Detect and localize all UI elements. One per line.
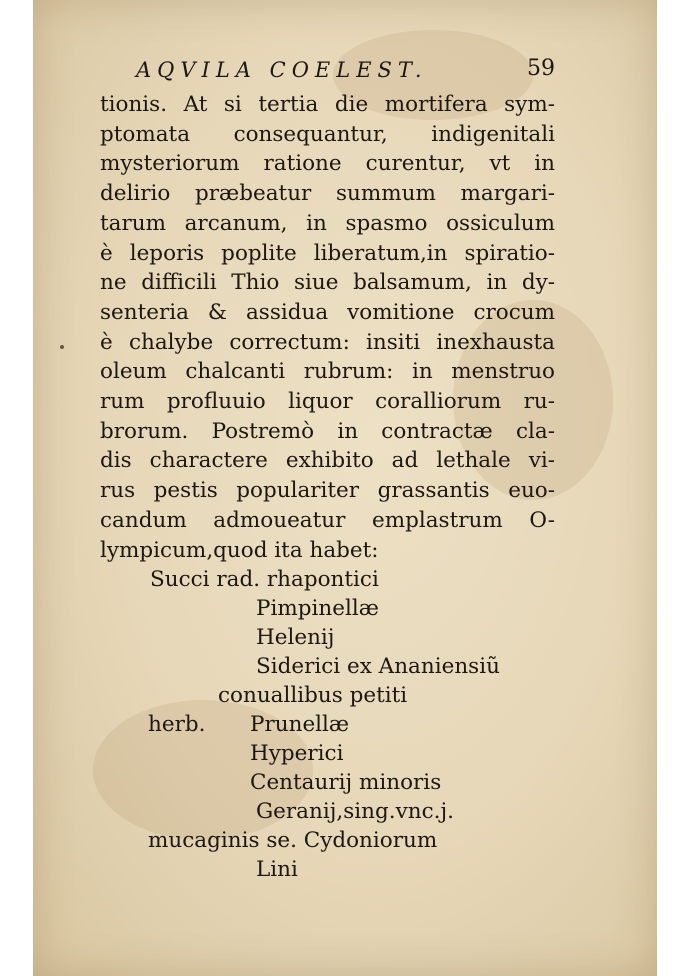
text-line: mysteriorum ratione curentur, vt in bbox=[100, 151, 555, 177]
text-line: oleum chalcanti rubrum: in menstruo bbox=[100, 359, 555, 385]
recipe-ingredient: mucaginis se. Cydoniorum bbox=[148, 828, 438, 854]
page-text bbox=[100, 52, 555, 883]
text-line: tionis. At si tertia die mortifera sym- bbox=[100, 92, 555, 117]
body-text bbox=[100, 90, 555, 565]
recipe-ingredient: conuallibus petiti bbox=[218, 683, 408, 709]
text-line: rus pestis populariter grassantis euo- bbox=[100, 478, 555, 504]
recipe-ingredient: Hyperici bbox=[250, 741, 344, 767]
recipe-ingredient: Geranij,sing.vnc.j. bbox=[256, 799, 454, 825]
text-line: ne difficili Thio siue balsamum, in dy- bbox=[100, 270, 555, 296]
recipe-list bbox=[100, 565, 555, 883]
recipe-ingredient: Centaurij minoris bbox=[250, 770, 442, 796]
text-line: brorum. Postremò in contractæ cla- bbox=[100, 418, 555, 444]
text-line: delirio præbeatur summum margari- bbox=[100, 181, 555, 207]
text-line: è chalybe correctum: insiti inexhausta bbox=[100, 329, 555, 355]
recipe-herb-label: herb. bbox=[148, 712, 206, 738]
page-number: 59 bbox=[527, 56, 555, 81]
text-line: dis charactere exhibito ad lethale vi- bbox=[100, 448, 555, 474]
recipe-ingredient: Prunellæ bbox=[250, 712, 350, 738]
text-line: candum admoueatur emplastrum O- bbox=[100, 507, 555, 533]
recipe-ingredient: Helenij bbox=[256, 625, 335, 651]
text-line: rum profluuio liquor coralliorum ru- bbox=[100, 389, 555, 415]
book-page bbox=[33, 0, 657, 976]
text-line: senteria & assidua vomitione crocum bbox=[100, 299, 555, 325]
recipe-ingredient: Pimpinellæ bbox=[256, 596, 379, 622]
text-line: ptomata consequantur, indigenitali bbox=[100, 121, 555, 147]
recipe-ingredient: Succi rad. rhapontici bbox=[150, 567, 379, 593]
text-line: lympicum,quod ita habet: bbox=[100, 537, 379, 563]
page-header bbox=[100, 52, 555, 90]
margin-mark bbox=[60, 345, 64, 349]
text-line: è leporis poplite liberatum,in spiratio- bbox=[100, 240, 555, 266]
recipe-ingredient: Siderici ex Ananiensiũ bbox=[256, 654, 500, 680]
recipe-ingredient: Lini bbox=[256, 857, 298, 883]
text-line: tarum arcanum, in spasmo ossiculum bbox=[100, 210, 555, 236]
running-title: AQVILA COELEST. bbox=[136, 58, 428, 82]
